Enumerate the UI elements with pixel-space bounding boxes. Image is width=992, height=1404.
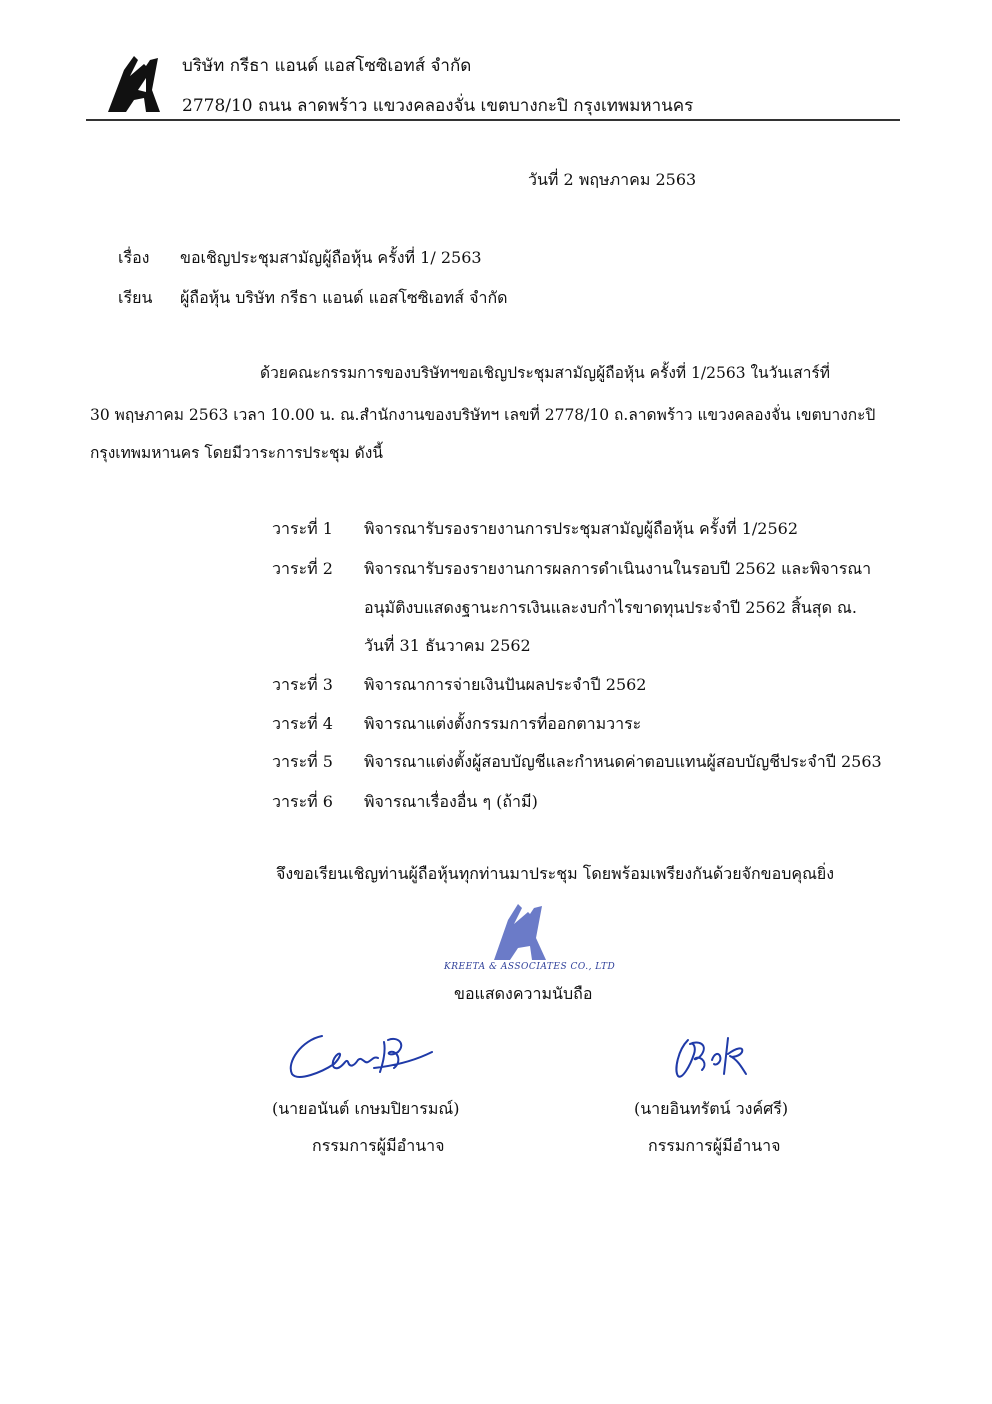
signatory-title-right: กรรมการผู้มีอำนาจ <box>648 1136 781 1155</box>
agenda-label: วาระที่ 1 <box>272 519 333 538</box>
agenda-text: พิจารณารับรองรายงานการประชุมสามัญผู้ถือหุ้น ครั้งที่ 1/2562 <box>364 519 798 538</box>
agenda-text: อนุมัติงบแสดงฐานะการเงินและงบกำไรขาดทุนประจำปี 2562 สิ้นสุด ณ. <box>364 598 857 617</box>
agenda-label: วาระที่ 2 <box>272 559 333 578</box>
header-divider <box>86 119 900 121</box>
handwritten-signature-icon <box>668 1030 752 1082</box>
agenda-text: พิจารณารับรองรายงานการผลการดำเนินงานในรอบปี 2562 และพิจารณา <box>364 559 872 578</box>
stamp-company-text: KREETA & ASSOCIATES CO., LTD <box>444 962 616 972</box>
subject-text: ขอเชิญประชุมสามัญผู้ถือหุ้น ครั้งที่ 1/ 2563 <box>180 248 482 267</box>
body-line: กรุงเทพมหานคร โดยมีวาระการประชุม ดังนี้ <box>90 444 383 462</box>
letter-date: วันที่ 2 พฤษภาคม 2563 <box>528 170 697 189</box>
agenda-text: วันที่ 31 ธันวาคม 2562 <box>364 636 531 655</box>
signatory-name-right: (นายอินทรัตน์ วงค์ศรี) <box>634 1099 789 1118</box>
agenda-label: วาระที่ 4 <box>272 714 333 733</box>
recipient-label: เรียน <box>118 288 153 307</box>
agenda-label: วาระที่ 5 <box>272 752 333 771</box>
company-logo-icon <box>104 50 170 114</box>
body-line: ด้วยคณะกรรมการของบริษัทฯขอเชิญประชุมสามัญผู้ถือหุ้น ครั้งที่ 1/2563 ในวันเสาร์ที่ <box>260 364 830 382</box>
subject-label: เรื่อง <box>118 248 150 267</box>
signatory-title-left: กรรมการผู้มีอำนาจ <box>312 1136 445 1155</box>
body-line: 30 พฤษภาคม 2563 เวลา 10.00 น. ณ.สำนักงานของบริษัทฯ เลขที่ 2778/10 ถ.ลาดพร้าว แขวงคลองจั่น เขตบางกะปิ <box>90 406 876 424</box>
company-stamp-icon <box>488 896 554 962</box>
agenda-label: วาระที่ 3 <box>272 675 333 694</box>
agenda-text: พิจารณาแต่งตั้งกรรมการที่ออกตามวาระ <box>364 714 642 733</box>
handwritten-signature-icon <box>282 1022 440 1084</box>
agenda-text: พิจารณาเรื่องอื่น ๆ (ถ้ามี) <box>364 792 538 811</box>
recipient-text: ผู้ถือหุ้น บริษัท กรีธา แอนด์ แอสโซซิเอทส์ จำกัด <box>180 288 508 307</box>
closing-line: จึงขอเรียนเชิญท่านผู้ถือหุ้นทุกท่านมาประชุม โดยพร้อมเพรียงกันด้วยจักขอบคุณยิ่ง <box>276 864 835 883</box>
agenda-text: พิจารณาการจ่ายเงินปันผลประจำปี 2562 <box>364 675 647 694</box>
regards-text: ขอแสดงความนับถือ <box>454 984 593 1003</box>
agenda-text: พิจารณาแต่งตั้งผู้สอบบัญชีและกำหนดค่าตอบแทนผู้สอบบัญชีประจำปี 2563 <box>364 752 882 771</box>
signatory-name-left: (นายอนันต์ เกษมปิยารมณ์) <box>272 1099 460 1118</box>
agenda-label: วาระที่ 6 <box>272 792 333 811</box>
company-address: 2778/10 ถนน ลาดพร้าว แขวงคลองจั่น เขตบางกะปิ กรุงเทพมหานคร <box>182 96 694 116</box>
company-name: บริษัท กรีธา แอนด์ แอสโซซิเอทส์ จำกัด <box>182 56 472 76</box>
